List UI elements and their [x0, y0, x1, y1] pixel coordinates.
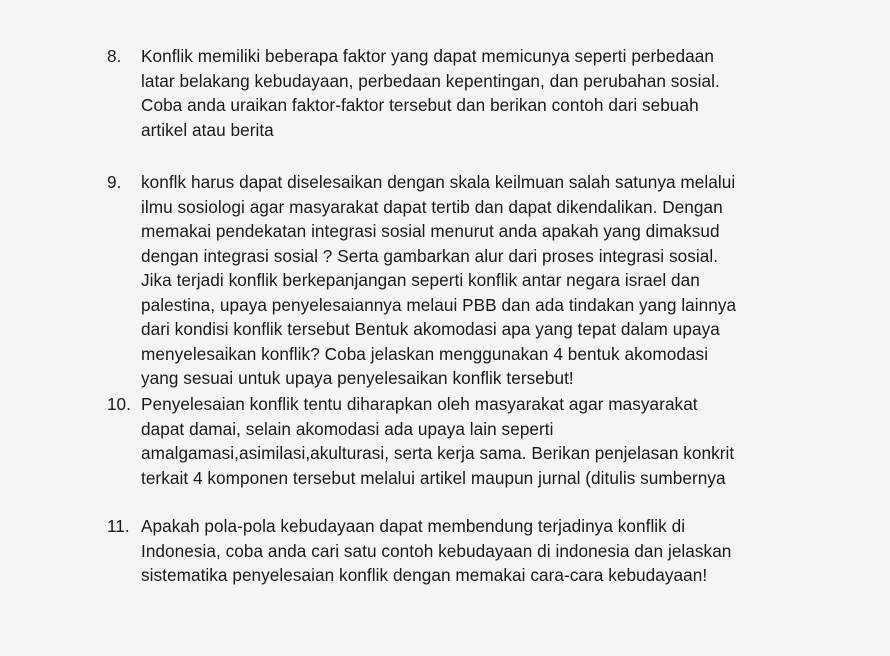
- text-line: latar belakang kebudayaan, perbedaan kepentingan, dan perubahan sosial.: [141, 70, 720, 91]
- text-line: konflk harus dapat diselesaikan dengan skala keilmuan salah satunya melalui: [141, 172, 736, 192]
- question-number: 11.: [107, 516, 130, 536]
- text-line: amalgamasi,asimilasi,akulturasi, serta kerja sama. Berikan penjelasan konkrit: [141, 443, 735, 463]
- text-line: Jika terjadi konflik berkepanjangan seperti konflik antar negara israel dan: [141, 270, 700, 290]
- text-line: Penyelesaian konflik tentu diharapkan oleh masyarakat agar masyarakat: [141, 394, 698, 414]
- text-line: ilmu sosiologi agar masyarakat dapat tertib dan dapat dikendalikan. Dengan: [141, 196, 723, 217]
- text-line: yang sesuai untuk upaya penyelesaikan konflik tersebut!: [141, 368, 574, 388]
- text-line: terkait 4 komponen tersebut melalui artikel maupun jurnal (ditulis sumbernya: [141, 467, 726, 488]
- question-number: 10.: [107, 394, 131, 414]
- text-line: sistematika penyelesaian konflik dengan memakai cara-cara kebudayaan!: [141, 565, 708, 585]
- question-number: 9.: [107, 172, 122, 192]
- text-line: menyelesaikan konflik? Coba jelaskan menggunakan 4 bentuk akomodasi: [141, 343, 709, 364]
- text-line: memakai pendekatan integrasi sosial menurut anda apakah yang dimaksud: [141, 221, 720, 241]
- text-line: palestina, upaya penyelesaiannya melaui PBB dan ada tindakan yang lainnya: [141, 294, 737, 315]
- text-line: Apakah pola-pola kebudayaan dapat membendung terjadinya konflik di: [141, 516, 686, 536]
- text-line: dengan integrasi sosial ? Serta gambarkan alur dari proses integrasi sosial.: [141, 245, 719, 266]
- question-text: [141, 170, 827, 391]
- text-line: Coba anda uraikan faktor-faktor tersebut dan berikan contoh dari sebuah: [141, 95, 699, 115]
- question-text: [141, 44, 827, 142]
- text-line: artikel atau berita: [141, 119, 274, 140]
- text-line: dapat damai, selain akomodasi ada upaya lain seperti: [141, 418, 554, 439]
- question-number: 8.: [107, 46, 122, 66]
- text-line: dari kondisi konflik tersebut Bentuk akomodasi apa yang tepat dalam upaya: [141, 319, 720, 339]
- question-text: [141, 514, 827, 588]
- text-line: Indonesia, coba anda cari satu contoh kebudayaan di indonesia dan jelaskan: [141, 540, 732, 561]
- text-line: Konflik memiliki beberapa faktor yang dapat memicunya seperti perbedaan: [141, 46, 714, 66]
- question-text: [141, 392, 827, 490]
